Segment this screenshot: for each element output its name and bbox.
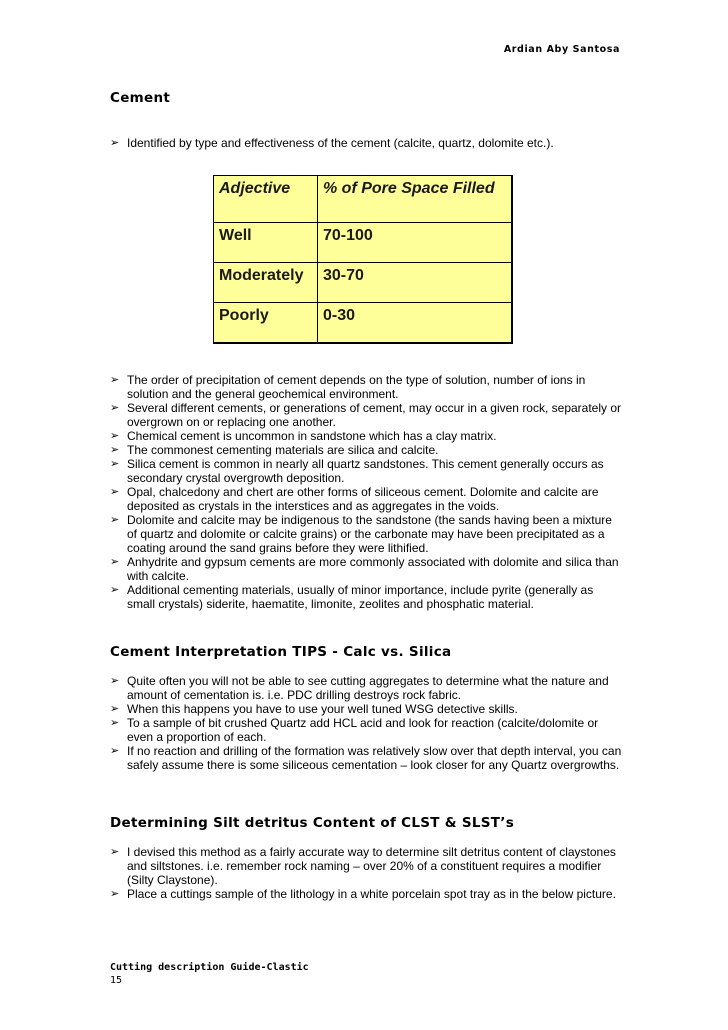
silt-heading: Determining Silt detritus Content of CLST & SLST’s (110, 815, 515, 831)
table-header-cell: % of Pore Space Filled (318, 176, 513, 223)
cement-table (213, 175, 513, 344)
bullet-icon: ➢ (110, 846, 120, 858)
table-header-row (214, 176, 513, 223)
table-row (214, 303, 513, 344)
bullet-icon: ➢ (110, 137, 120, 149)
bullet-icon: ➢ (110, 584, 120, 596)
cement-heading: Cement (110, 90, 171, 106)
page-header-author: Ardian Aby Santosa (503, 44, 620, 55)
bullet-icon: ➢ (110, 486, 120, 498)
bullet-icon: ➢ (110, 444, 120, 456)
table-cell: 0-30 (318, 303, 513, 344)
list-item: ➢ Opal, chalcedony and chert are other forms of siliceous cement. Dolomite and calcite are deposited as crystals in the interstices and as aggregates in the voids. (110, 485, 599, 513)
list-item: ➢ Identified by type and effectiveness of the cement (calcite, quartz, dolomite etc.). (110, 136, 554, 150)
table-cell: Poorly (214, 303, 318, 344)
bullet-icon: ➢ (110, 374, 120, 386)
page-number: 15 (110, 975, 123, 986)
bullet-icon: ➢ (110, 888, 120, 900)
bullet-icon: ➢ (110, 717, 120, 729)
cement-intro-list (110, 136, 622, 150)
bullet-icon: ➢ (110, 745, 120, 757)
bullet-icon: ➢ (110, 430, 120, 442)
tips-heading: Cement Interpretation TIPS - Calc vs. Silica (110, 644, 452, 660)
list-item: ➢ Chemical cement is uncommon in sandstone which has a clay matrix. (110, 429, 497, 443)
table-cell: Moderately (214, 263, 318, 303)
list-item: ➢ The commonest cementing materials are silica and calcite. (110, 443, 439, 457)
table-header-cell: Adjective (214, 176, 318, 223)
list-item: ➢ When this happens you have to use your well tuned WSG detective skills. (110, 702, 518, 716)
footer-title: Cutting description Guide-Clastic (110, 962, 309, 973)
list-item: ➢ The order of precipitation of cement depends on the type of solution, number of ions in solution and the general geochemical environment. (110, 373, 586, 401)
list-item: ➢ Anhydrite and gypsum cements are more commonly associated with dolomite and silica than with calcite. (110, 555, 619, 583)
tips-bullet-list (110, 674, 622, 772)
bullet-icon: ➢ (110, 703, 120, 715)
bullet-icon: ➢ (110, 402, 120, 414)
list-item: ➢ Several different cements, or generations of cement, may occur in a given rock, separately or overgrown on or replacing one another. (110, 401, 622, 429)
list-item: ➢ Dolomite and calcite may be indigenous to the sandstone (the sands having been a mixture of quartz and dolomite or calcite grains) or the carbonate may have been precipitated as a coating around the sand grains before they were lithified. (110, 513, 612, 555)
bullet-icon: ➢ (110, 556, 120, 568)
table-cell: 30-70 (318, 263, 513, 303)
cement-bullet-list (110, 373, 622, 611)
list-item: ➢ Additional cementing materials, usually of minor importance, include pyrite (generally as small crystals) siderite, haematite, limonite, zeolites and phosphatic material. (110, 583, 594, 611)
table-row (214, 263, 513, 303)
bullet-icon: ➢ (110, 458, 120, 470)
table-row (214, 223, 513, 263)
bullet-icon: ➢ (110, 675, 120, 687)
page-footer (110, 961, 309, 987)
table-cell: 70-100 (318, 223, 513, 263)
list-item: ➢ To a sample of bit crushed Quartz add HCL acid and look for reaction (calcite/dolomite or even a proportion of each. (110, 716, 599, 744)
table-cell: Well (214, 223, 318, 263)
bullet-icon: ➢ (110, 514, 120, 526)
list-item: ➢ Silica cement is common in nearly all quartz sandstones. This cement generally occurs as secondary crystal overgrowth deposition. (110, 457, 604, 485)
list-item: ➢ Quite often you will not be able to see cutting aggregates to determine what the nature and amount of cementation is. i.e. PDC drilling destroys rock fabric. (110, 674, 609, 702)
silt-bullet-list (110, 845, 622, 901)
list-item: ➢ If no reaction and drilling of the formation was relatively slow over that depth interval, you can safely assume there is some siliceous cementation – look closer for any Quartz overgrowths. (110, 744, 622, 772)
list-item: ➢ Place a cuttings sample of the lithology in a white porcelain spot tray as in the below picture. (110, 887, 616, 901)
list-item: ➢ I devised this method as a fairly accurate way to determine silt detritus content of claystones and siltstones. i.e. remember rock naming – over 20% of a constituent requires a modifier (Silty Claystone). (110, 845, 616, 887)
